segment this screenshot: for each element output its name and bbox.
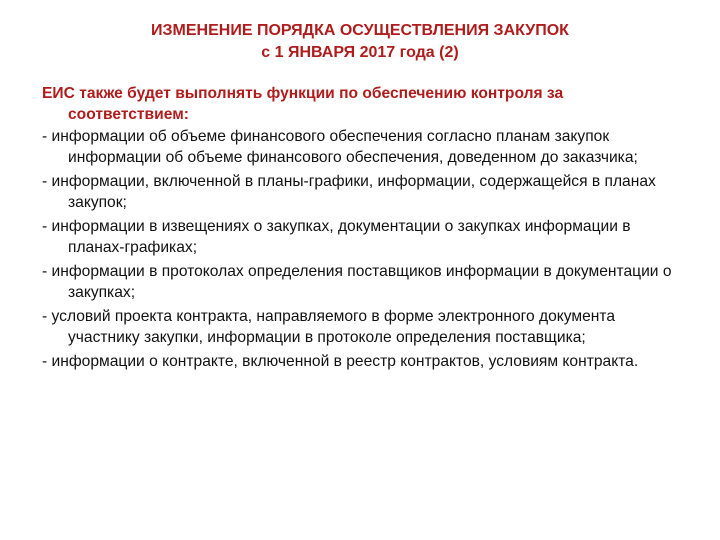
slide-body [42,84,682,377]
list-item: - условий проекта контракта, направляемого в форме электронного документа участнику закупки, информации в протоколе определения поставщика; [42,308,616,346]
lead-paragraph: ЕИС также будет выполнять функции по обеспечению контроля за соответствием: [42,85,564,123]
slide-title-line-1: ИЗМЕНЕНИЕ ПОРЯДКА ОСУЩЕСТВЛЕНИЯ ЗАКУПОК [151,22,569,39]
slide-title-line-2: с 1 ЯНВАРЯ 2017 года (2) [261,44,459,61]
list-item: - информации о контракте, включенной в реестр контрактов, условиям контракта. [42,353,639,370]
list-item: - информации в извещениях о закупках, документации о закупках информации в планах-графиках; [42,218,631,256]
list-item: - информации, включенной в планы-графики, информации, содержащейся в планах закупок; [42,173,656,211]
list-item: - информации в протоколах определения поставщиков информации в документации о закупках; [42,263,672,301]
list-item: - информации об объеме финансового обеспечения согласно планам закупок информации об объеме финансового обеспечения, доведенном до заказчика; [42,128,638,166]
slide-title [40,20,680,64]
